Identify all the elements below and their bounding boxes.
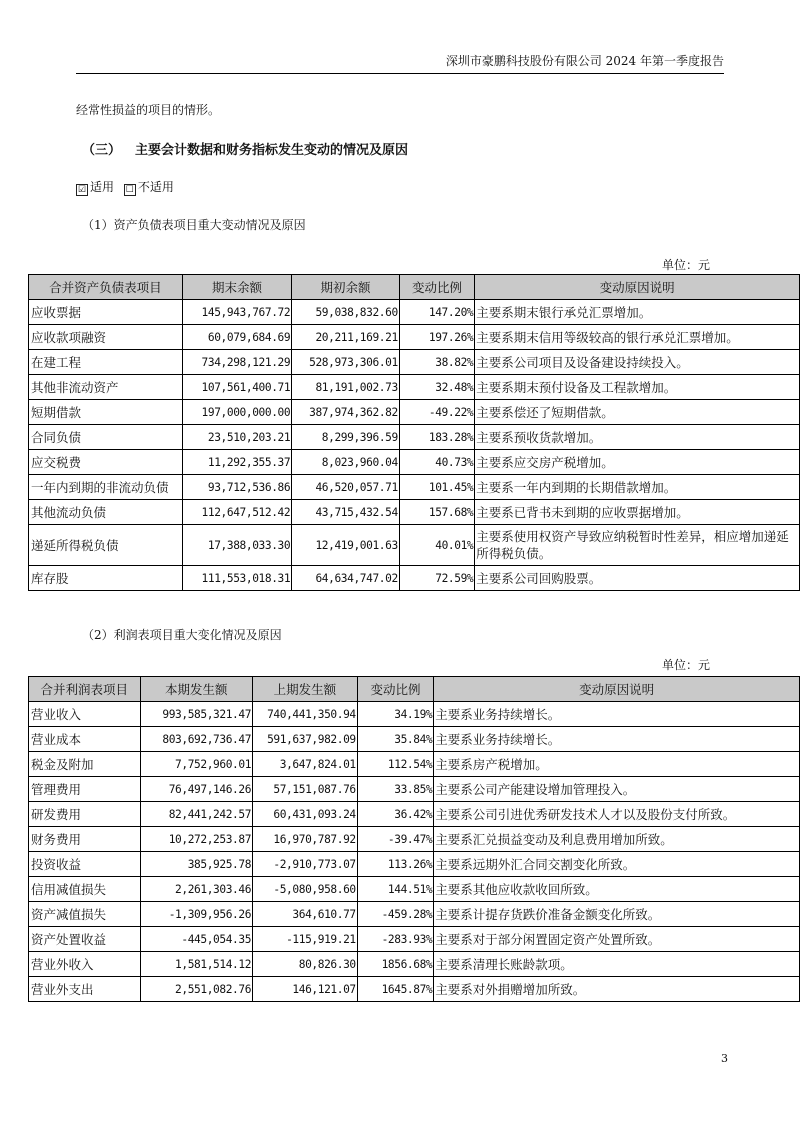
prior-value-cell: 57,151,087.76	[253, 777, 358, 802]
current-value-cell: 11,292,355.37	[182, 450, 292, 475]
item-cell: 一年内到期的非流动负债	[29, 475, 183, 500]
current-value-cell: 2,551,082.76	[140, 977, 253, 1002]
prior-value-cell: 364,610.77	[253, 902, 358, 927]
prior-value-cell: -115,919.21	[253, 927, 358, 952]
current-value-cell: 111,553,018.31	[182, 566, 292, 591]
change-ratio-cell: 1856.68%	[357, 952, 434, 977]
table-row	[29, 927, 800, 952]
change-ratio-cell: 33.85%	[357, 777, 434, 802]
item-cell: 营业成本	[29, 727, 141, 752]
change-ratio-cell: 40.01%	[399, 525, 474, 566]
current-value-cell: 145,943,767.72	[182, 300, 292, 325]
table-header-row	[29, 677, 800, 702]
table-row	[29, 350, 800, 375]
change-ratio-cell: 157.68%	[399, 500, 474, 525]
prior-value-cell: 591,637,982.09	[253, 727, 358, 752]
reason-cell: 主要系公司引进优秀研发技术人才以及股份支付所致。	[434, 802, 800, 827]
table-row	[29, 902, 800, 927]
reason-cell: 主要系预收货款增加。	[475, 425, 800, 450]
table-row	[29, 325, 800, 350]
report-header: 深圳市豪鹏科技股份有限公司 2024 年第一季度报告	[445, 54, 724, 68]
current-value-cell: 734,298,121.29	[182, 350, 292, 375]
reason-cell: 主要系对外捐赠增加所致。	[434, 977, 800, 1002]
reason-cell: 主要系期末银行承兑汇票增加。	[475, 300, 800, 325]
change-ratio-cell: -39.47%	[357, 827, 434, 852]
change-ratio-cell: 36.42%	[357, 802, 434, 827]
current-value-cell: 803,692,736.47	[140, 727, 253, 752]
prior-value-cell: 64,634,747.02	[292, 566, 400, 591]
column-header: 变动比例	[399, 275, 474, 300]
item-cell: 应收票据	[29, 300, 183, 325]
table-row	[29, 702, 800, 727]
table-row	[29, 777, 800, 802]
table-row	[29, 566, 800, 591]
reason-cell: 主要系汇兑损益变动及利息费用增加所致。	[434, 827, 800, 852]
income-unit: 单位：元	[661, 658, 710, 672]
item-cell: 资产处置收益	[29, 927, 141, 952]
change-ratio-cell: -459.28%	[357, 902, 434, 927]
table-row	[29, 500, 800, 525]
prior-value-cell: -2,910,773.07	[253, 852, 358, 877]
reason-cell: 主要系清理长账龄款项。	[434, 952, 800, 977]
current-value-cell: -445,054.35	[140, 927, 253, 952]
change-ratio-cell: 32.48%	[399, 375, 474, 400]
column-header: 合并利润表项目	[29, 677, 141, 702]
income-statement-table	[28, 676, 800, 1002]
reason-cell: 主要系业务持续增长。	[434, 702, 800, 727]
table-row	[29, 827, 800, 852]
reason-cell: 主要系对于部分闲置固定资产处置所致。	[434, 927, 800, 952]
change-ratio-cell: 34.19%	[357, 702, 434, 727]
section-title: 主要会计数据和财务指标发生变动的情况及原因	[135, 143, 409, 158]
item-cell: 其他流动负债	[29, 500, 183, 525]
column-header: 期末余额	[182, 275, 292, 300]
item-cell: 研发费用	[29, 802, 141, 827]
table-row	[29, 727, 800, 752]
column-header: 变动原因说明	[475, 275, 800, 300]
reason-cell: 主要系偿还了短期借款。	[475, 400, 800, 425]
prior-value-cell: 3,647,824.01	[253, 752, 358, 777]
item-cell: 税金及附加	[29, 752, 141, 777]
change-ratio-cell: 147.20%	[399, 300, 474, 325]
applicable-checkbox[interactable]: ☑	[77, 185, 87, 195]
item-cell: 营业外收入	[29, 952, 141, 977]
prior-value-cell: 8,023,960.04	[292, 450, 400, 475]
table-row	[29, 475, 800, 500]
table-row	[29, 525, 800, 566]
item-cell: 应收款项融资	[29, 325, 183, 350]
reason-cell: 主要系业务持续增长。	[434, 727, 800, 752]
column-header: 合并资产负债表项目	[29, 275, 183, 300]
reason-cell: 主要系公司项目及设备建设持续投入。	[475, 350, 800, 375]
section-number: （三）	[82, 143, 122, 158]
reason-cell: 主要系公司产能建设增加管理投入。	[434, 777, 800, 802]
prior-value-cell: 528,973,306.01	[292, 350, 400, 375]
current-value-cell: -1,309,956.26	[140, 902, 253, 927]
current-value-cell: 1,581,514.12	[140, 952, 253, 977]
current-value-cell: 10,272,253.87	[140, 827, 253, 852]
reason-cell: 主要系应交房产税增加。	[475, 450, 800, 475]
prior-value-cell: 80,826.30	[253, 952, 358, 977]
prior-value-cell: 8,299,396.59	[292, 425, 400, 450]
current-value-cell: 112,647,512.42	[182, 500, 292, 525]
prior-value-cell: 20,211,169.21	[292, 325, 400, 350]
current-value-cell: 82,441,242.57	[140, 802, 253, 827]
applicable-label: 适用	[90, 180, 115, 194]
column-header: 变动原因说明	[434, 677, 800, 702]
table-row	[29, 802, 800, 827]
prior-value-cell: 740,441,350.94	[253, 702, 358, 727]
income-caption: （2）利润表项目重大变化情况及原因	[82, 628, 282, 642]
prior-value-cell: 59,038,832.60	[292, 300, 400, 325]
change-ratio-cell: 183.28%	[399, 425, 474, 450]
item-cell: 营业收入	[29, 702, 141, 727]
current-value-cell: 107,561,400.71	[182, 375, 292, 400]
item-cell: 在建工程	[29, 350, 183, 375]
table-header-row	[29, 275, 800, 300]
table-row	[29, 977, 800, 1002]
balance-unit: 单位：元	[661, 258, 710, 272]
change-ratio-cell: 40.73%	[399, 450, 474, 475]
change-ratio-cell: 38.82%	[399, 350, 474, 375]
column-header: 上期发生额	[253, 677, 358, 702]
item-cell: 投资收益	[29, 852, 141, 877]
reason-cell: 主要系公司回购股票。	[475, 566, 800, 591]
current-value-cell: 993,585,321.47	[140, 702, 253, 727]
item-cell: 管理费用	[29, 777, 141, 802]
item-cell: 其他非流动资产	[29, 375, 183, 400]
current-value-cell: 385,925.78	[140, 852, 253, 877]
change-ratio-cell: -283.93%	[357, 927, 434, 952]
prior-value-cell: 16,970,787.92	[253, 827, 358, 852]
table-row	[29, 300, 800, 325]
item-cell: 信用减值损失	[29, 877, 141, 902]
change-ratio-cell: 1645.87%	[357, 977, 434, 1002]
reason-cell: 主要系期末预付设备及工程款增加。	[475, 375, 800, 400]
applicability-options	[76, 178, 174, 196]
table-row	[29, 752, 800, 777]
current-value-cell: 93,712,536.86	[182, 475, 292, 500]
item-cell: 合同负债	[29, 425, 183, 450]
item-cell: 递延所得税负债	[29, 525, 183, 566]
current-value-cell: 60,079,684.69	[182, 325, 292, 350]
change-ratio-cell: 72.59%	[399, 566, 474, 591]
not-applicable-checkbox[interactable]: ☐	[125, 185, 134, 195]
item-cell: 资产减值损失	[29, 902, 141, 927]
item-cell: 营业外支出	[29, 977, 141, 1002]
column-header: 本期发生额	[140, 677, 253, 702]
table-row	[29, 400, 800, 425]
page-number: 3	[721, 1052, 728, 1065]
intro-text: 经常性损益的项目的情形。	[76, 103, 221, 117]
current-value-cell: 17,388,033.30	[182, 525, 292, 566]
current-value-cell: 23,510,203.21	[182, 425, 292, 450]
balance-caption: （1）资产负债表项目重大变动情况及原因	[82, 218, 306, 232]
section-heading	[82, 139, 408, 158]
current-value-cell: 197,000,000.00	[182, 400, 292, 425]
not-applicable-label: 不适用	[137, 180, 174, 194]
prior-value-cell: 387,974,362.82	[292, 400, 400, 425]
prior-value-cell: 81,191,002.73	[292, 375, 400, 400]
prior-value-cell: 60,431,093.24	[253, 802, 358, 827]
prior-value-cell: -5,080,958.60	[253, 877, 358, 902]
reason-cell: 主要系期末信用等级较高的银行承兑汇票增加。	[475, 325, 800, 350]
header-rule	[76, 73, 724, 74]
current-value-cell: 2,261,303.46	[140, 877, 253, 902]
reason-cell: 主要系房产税增加。	[434, 752, 800, 777]
reason-cell: 主要系其他应收款收回所致。	[434, 877, 800, 902]
change-ratio-cell: 197.26%	[399, 325, 474, 350]
item-cell: 财务费用	[29, 827, 141, 852]
change-ratio-cell: 35.84%	[357, 727, 434, 752]
table-row	[29, 952, 800, 977]
column-header: 变动比例	[357, 677, 434, 702]
reason-cell: 主要系已背书未到期的应收票据增加。	[475, 500, 800, 525]
reason-cell: 主要系计提存货跌价准备金额变化所致。	[434, 902, 800, 927]
prior-value-cell: 46,520,057.71	[292, 475, 400, 500]
balance-sheet-table	[28, 274, 800, 591]
column-header: 期初余额	[292, 275, 400, 300]
prior-value-cell: 43,715,432.54	[292, 500, 400, 525]
table-row	[29, 375, 800, 400]
reason-cell: 主要系一年内到期的长期借款增加。	[475, 475, 800, 500]
table-row	[29, 450, 800, 475]
item-cell: 短期借款	[29, 400, 183, 425]
table-row	[29, 877, 800, 902]
current-value-cell: 7,752,960.01	[140, 752, 253, 777]
change-ratio-cell: 113.26%	[357, 852, 434, 877]
table-row	[29, 425, 800, 450]
change-ratio-cell: -49.22%	[399, 400, 474, 425]
current-value-cell: 76,497,146.26	[140, 777, 253, 802]
reason-cell: 主要系远期外汇合同交割变化所致。	[434, 852, 800, 877]
change-ratio-cell: 101.45%	[399, 475, 474, 500]
change-ratio-cell: 144.51%	[357, 877, 434, 902]
prior-value-cell: 146,121.07	[253, 977, 358, 1002]
table-row	[29, 852, 800, 877]
prior-value-cell: 12,419,001.63	[292, 525, 400, 566]
item-cell: 库存股	[29, 566, 183, 591]
change-ratio-cell: 112.54%	[357, 752, 434, 777]
reason-cell: 主要系使用权资产导致应纳税暂时性差异，相应增加递延所得税负债。	[475, 525, 800, 566]
item-cell: 应交税费	[29, 450, 183, 475]
